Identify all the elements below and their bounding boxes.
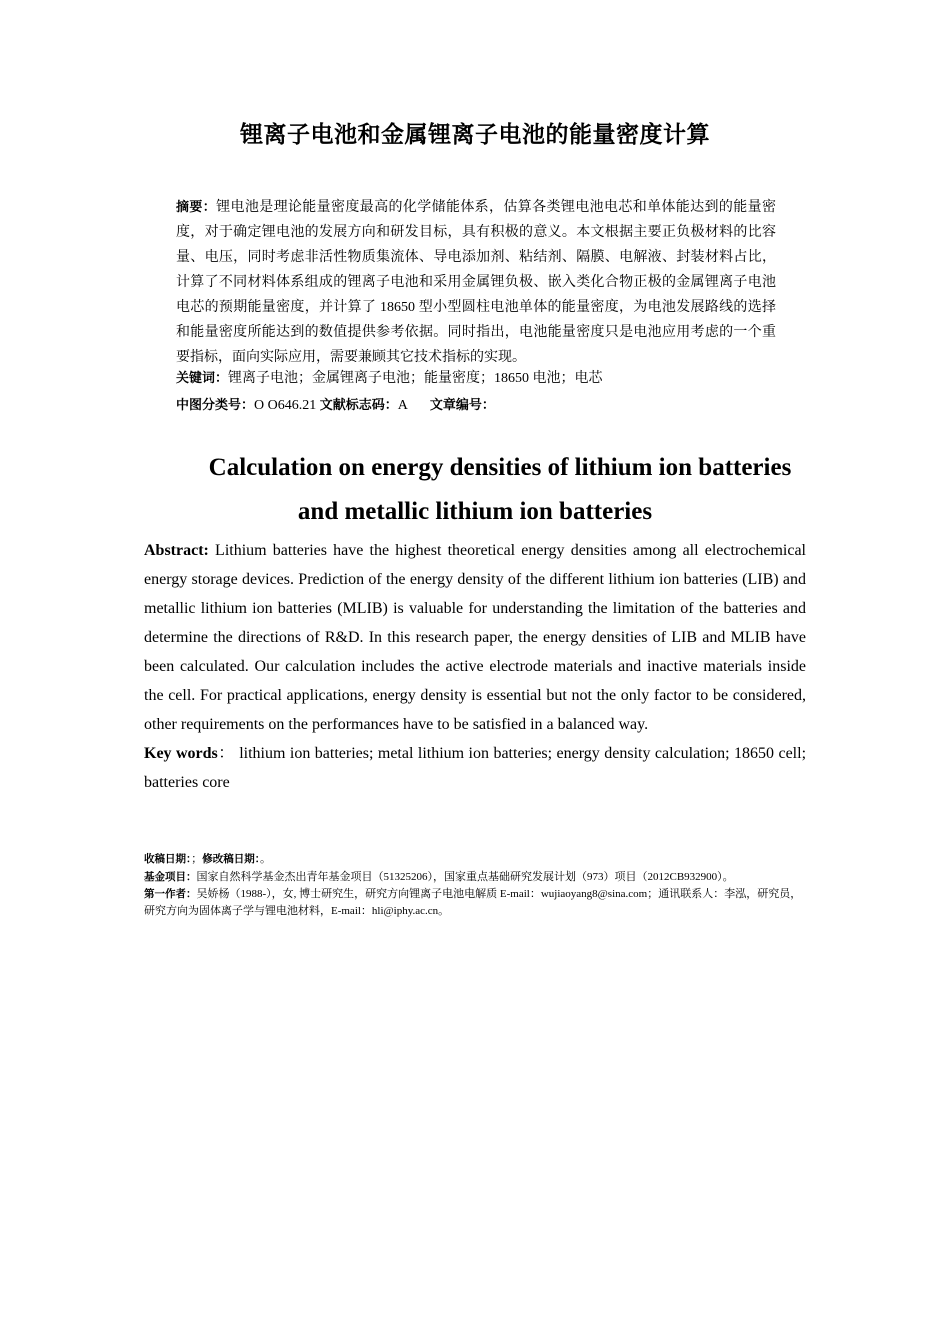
article-number-label: 文章编号： bbox=[429, 398, 495, 413]
author-text: 吴娇杨（1988-），女, 博士研究生，研究方向锂离子电池电解质 E-mail：wujiaoyang8@sina.com；通讯联系人：李泓，研究员，研究方向为固体离子学与锂电池材料，E-mail：hli@iphy.ac.cn。 bbox=[144, 888, 802, 917]
author-label: 第一作者： bbox=[144, 888, 197, 900]
english-keywords-separator: ： bbox=[217, 745, 235, 762]
chinese-title: 锂离子电池和金属锂离子电池的能量密度计算 bbox=[240, 122, 710, 148]
english-abstract-label: Abstract: bbox=[144, 542, 209, 559]
footnote-author bbox=[144, 886, 804, 920]
chinese-keywords bbox=[176, 368, 796, 390]
english-title bbox=[0, 446, 950, 534]
fund-text: 国家自然科学基金杰出青年基金项目（51325206），国家重点基础研究发展计划（973）项目（2012CB932900）。 bbox=[196, 871, 734, 883]
revised-date-label: 修改稿日期： bbox=[202, 853, 260, 865]
footnote-dates bbox=[144, 851, 804, 868]
fund-label: 基金项目： bbox=[144, 871, 197, 883]
classification-label: 中图分类号： bbox=[176, 398, 255, 413]
chinese-abstract-text: 锂电池是理论能量密度最高的化学储能体系，估算各类锂电池电芯和单体能达到的能量密度，对于确定锂电池的发展方向和研发目标，具有积极的意义。本文根据主要正负极材料的比容量、电压，同时考虑非活性物质集流体、导电添加剂、粘结剂、隔膜、电解液、封装材料占比，计算了不同材料体系组成的锂离子电池和采用金属锂负极、嵌入类化合物正极的金属锂离子电池电芯的预期能量密度，并计算了 18650 型小型圆柱电池单体的能量密度，为电池发展路线的选择和能量密度所能达到的数值提供参考依据。同时指出，电池能量密度只是电池应用考虑的一个重要指标，面向实际应用，需要兼顾其它技术指标的实现。 bbox=[176, 200, 776, 365]
classification-line bbox=[176, 395, 796, 417]
footnotes bbox=[144, 851, 804, 920]
footnote-fund bbox=[144, 869, 804, 886]
english-title-line-2: and metallic lithium ion batteries bbox=[297, 498, 653, 525]
english-abstract bbox=[144, 536, 806, 797]
english-title-line-1: Calculation on energy densities of lithium ion batteries bbox=[208, 454, 792, 481]
chinese-abstract bbox=[176, 195, 776, 370]
english-abstract-text: Lithium batteries have the highest theoretical energy densities among all electrochemical energy storage devices. Prediction of the energy density of the different lithium ion batteries (LIB) and metallic lithium ion batteries (MLIB) is valuable for understanding the limitation of the batteries and determine the directions of R&D. In this research paper, the energy densities of LIB and MLIB have been calculated. Our calculation includes the active electrode materials and inactive materials inside the cell. For practical applications, energy density is essential but not the only factor to be considered, other requirements on the performances have to be satisfied in a balanced way. bbox=[144, 542, 806, 733]
document-code-label: 文献标志码： bbox=[319, 398, 398, 413]
received-date-label: 收稿日期： bbox=[144, 853, 192, 865]
chinese-abstract-label: 摘要： bbox=[176, 200, 217, 215]
english-keywords-label: Key words bbox=[144, 745, 218, 762]
received-date-value: ； bbox=[191, 853, 203, 865]
english-keywords bbox=[144, 739, 806, 797]
chinese-keywords-text: 锂离子电池；金属锂离子电池；能量密度；18650 电池；电芯 bbox=[228, 371, 603, 386]
document-code-value: A bbox=[397, 398, 408, 413]
classification-value: O O646.21 bbox=[254, 398, 317, 413]
chinese-keywords-label: 关键词： bbox=[176, 371, 229, 386]
english-keywords-text: lithium ion batteries; metal lithium ion batteries; energy density calculation; 18650 cell; batteries core bbox=[144, 745, 807, 791]
revised-date-value: 。 bbox=[260, 853, 271, 865]
